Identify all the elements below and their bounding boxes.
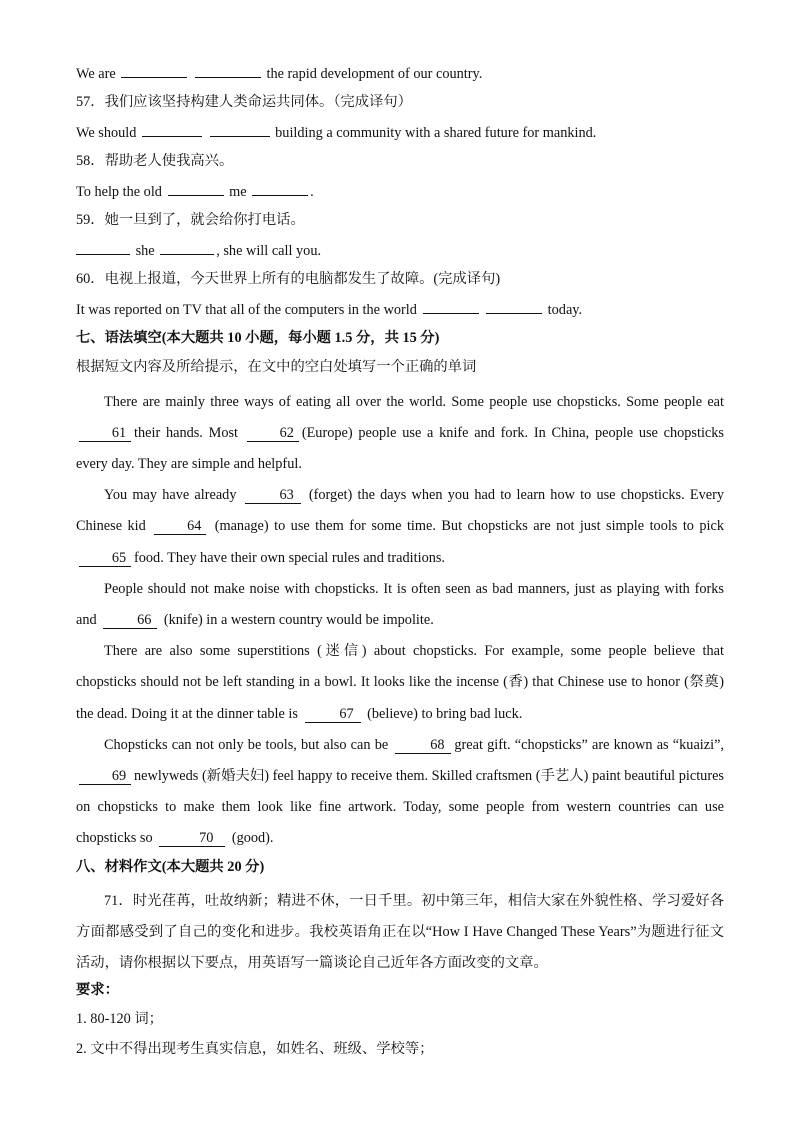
q60-number: 60． [76,270,105,287]
q59-blank-2[interactable] [160,239,214,255]
blank-68[interactable]: 68 [395,737,451,754]
passage-paragraph-1 [76,387,724,481]
passage-paragraph-4 [76,636,724,730]
q60-text-b: today. [547,302,583,318]
q59-chinese-line [76,210,724,240]
q60-text-a: It was reported on TV that all of the computers in the world [76,302,417,318]
section7-instruction: 根据短文内容及所给提示，在文中的空白处填写一个正确的单词 [76,359,477,375]
p2-text-c: (manage) to use them for some time. But chopsticks are not just simple tools to pick [214,518,725,535]
q56-text-b: the rapid development of our country. [266,66,483,82]
blank-66[interactable]: 66 [103,612,157,629]
requirements-title: 要求： [76,981,119,998]
q60-blank-1[interactable] [423,298,479,314]
q57-number: 57． [76,93,105,110]
q58-chinese: 帮助老人使我高兴。 [104,152,234,169]
blank-62[interactable]: 62 [247,425,299,442]
q56-english-line [76,62,724,92]
q58-number: 58． [76,152,105,169]
p1-text-b: their hands. Most [134,424,239,441]
q58-text-c: . [310,184,314,200]
p2-text-d: food. They have their own special rules and traditions. [134,549,446,566]
blank-65[interactable]: 65 [79,550,131,567]
blank-61[interactable]: 61 [79,425,131,442]
p4-text-a: There are also some superstitions (迷信) about chopsticks. For example, some people believe that chopsticks should not be left standing in a bowl. It looks like the incense (香) that Chinese use to honor (祭奠) the dead. Doing it at the dinner table is [76,643,724,722]
section8-title: 八、材料作文(本大题共 20 分) [76,858,265,875]
blank-63[interactable]: 63 [245,487,301,504]
blank-70[interactable]: 70 [159,830,225,847]
q58-chinese-line [76,151,724,181]
p1-text-c: (Europe) people use a knife and fork. In China, people use chopsticks every day. They are simple and helpful. [76,424,724,472]
q58-text-b: me [229,184,247,200]
p4-text-b: (believe) to bring bad luck. [367,705,523,722]
q60-english-line [76,298,724,328]
p5-text-b: great gift. “chopsticks” are known as “kuaizi”, [454,736,724,753]
q58-blank-2[interactable] [252,180,308,196]
q56-blank-1[interactable] [121,62,187,78]
p5-text-a: Chopsticks can not only be tools, but also can be [104,736,389,753]
passage-paragraph-3 [76,574,724,636]
requirement-1: 1. 80-120 词； [76,1011,163,1028]
blank-67[interactable]: 67 [305,706,361,723]
blank-69[interactable]: 69 [79,768,131,785]
exam-page [76,62,724,1068]
q58-english-line [76,180,724,210]
q57-text-a: We should [76,125,137,141]
q57-blank-2[interactable] [210,121,270,137]
q59-number: 59． [76,211,105,228]
passage-paragraph-5 [76,730,724,855]
q59-text-a: she [135,243,155,259]
q58-text-a: To help the old [76,184,162,200]
q60-chinese: 电视上报道，今天世界上所有的电脑都发生了故障。(完成译句) [104,270,501,287]
p2-text-b: (forget) the days when you had to learn how to use chopsticks. Every Chinese kid [76,487,724,535]
passage-paragraph-2 [76,480,724,574]
p1-text-a: There are mainly three ways of eating all over the world. Some people use chopsticks. Some people eat [104,393,724,410]
p5-text-d: (good). [231,830,274,847]
q56-blank-2[interactable] [195,62,261,78]
p2-text-a: You may have already [104,487,237,504]
q59-text-b: , she will call you. [216,243,322,259]
q57-english-line [76,121,724,151]
q57-chinese-line [76,92,724,122]
q57-blank-1[interactable] [142,121,202,137]
q59-blank-1[interactable] [76,239,130,255]
q59-chinese: 她一旦到了，就会给你打电话。 [104,211,305,228]
p3-text-b: (knife) in a western country would be impolite. [163,611,434,628]
q59-english-line [76,239,724,269]
q71-prompt: 71．时光荏苒，吐故纳新；精进不休，一日千里。初中第三年，相信大家在外貌性格、学习爱好各方面都感受到了自己的变化和进步。我校英语角正在以“How I Have Changed These Years”为题进行征文活动，请你根据以下要点，用英语写一篇谈论自己近年各方面改变的文章。 [76,893,724,972]
q56-text-a: We are [76,66,116,82]
q57-text-b: building a community with a shared future for mankind. [275,125,597,141]
q57-chinese: 我们应该坚持构建人类命运共同体。（完成译句） [104,93,412,110]
q60-chinese-line [76,269,724,299]
blank-64[interactable]: 64 [154,518,206,535]
q60-blank-2[interactable] [486,298,542,314]
requirement-2: 2. 文中不得出现考生真实信息，如姓名、班级、学校等； [76,1040,434,1057]
p3-text-a: People should not make noise with chopsticks. It is often seen as bad manners, just as playing with forks and [76,580,724,628]
p5-text-c: newlyweds (新婚夫妇) feel happy to receive them. Skilled craftsmen (手艺人) paint beautiful pictures on chopsticks to make them look like fine artwork. Today, some people from western countries can use chopsticks so [76,767,724,847]
section7-title: 七、语法填空(本大题共 10 小题，每小题 1.5 分，共 15 分) [76,329,440,346]
q58-blank-1[interactable] [168,180,224,196]
